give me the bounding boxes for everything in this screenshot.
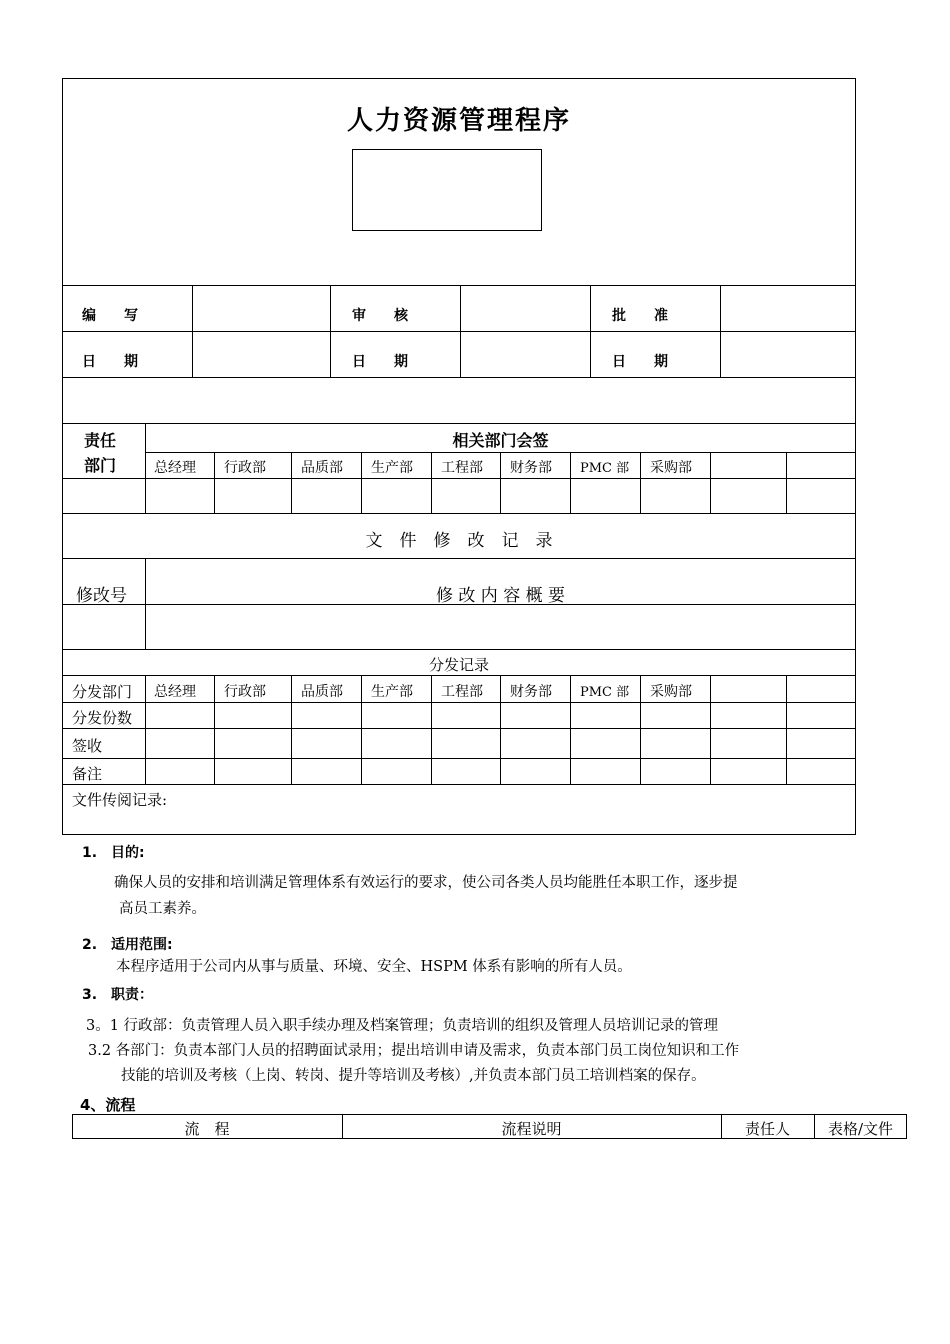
col-divider bbox=[192, 285, 193, 377]
row-divider bbox=[62, 331, 856, 332]
col-divider bbox=[640, 675, 641, 784]
countersign-dept: 工程部 bbox=[441, 460, 483, 476]
row-divider bbox=[62, 285, 856, 286]
col-divider bbox=[291, 675, 292, 784]
distribution-dept: PMC 部 bbox=[580, 685, 630, 700]
distribution-dept: 采购部 bbox=[650, 684, 692, 700]
col-divider bbox=[291, 452, 292, 513]
label-date-reviewer: 日 期 bbox=[352, 354, 408, 370]
row-divider bbox=[62, 513, 856, 514]
label-revision-summary: 修 改 内 容 概 要 bbox=[435, 586, 566, 606]
col-divider bbox=[710, 452, 711, 513]
row-divider bbox=[62, 649, 856, 650]
row-divider bbox=[62, 558, 856, 559]
col-divider bbox=[570, 452, 571, 513]
label-responsible-dept-line1: 责任 bbox=[84, 431, 117, 450]
label-responsible-dept-line2: 部门 bbox=[84, 456, 117, 475]
section-3-2-text: 3.2 各部门：负责本部门人员的招聘面试录用；提出培训申请及需求，负责本部门员工岗位知识和工作 bbox=[88, 1043, 740, 1059]
section-1-text: 确保人员的安排和培训满足管理体系有效运行的要求，使公司各类人员均能胜任本职工作，逐步提 bbox=[114, 875, 738, 891]
distribution-row-label: 备注 bbox=[72, 765, 103, 783]
distribution-row-label: 分发部门 bbox=[72, 683, 133, 701]
section-3-1-text: 3。1 行政部：负责管理人员入职手续办理及档案管理；负责培训的组织及管理人员培训记录的管理 bbox=[86, 1018, 719, 1034]
document-title: 人力资源管理程序 bbox=[346, 106, 571, 136]
label-author: 编 写 bbox=[82, 308, 138, 324]
flow-header-description: 流程说明 bbox=[501, 1120, 562, 1138]
col-divider bbox=[361, 452, 362, 513]
distribution-title: 分发记录 bbox=[428, 656, 489, 674]
section-2-title: 2. 适用范围: bbox=[82, 937, 173, 953]
label-date-approver: 日 期 bbox=[612, 354, 668, 370]
countersign-dept: 采购部 bbox=[650, 460, 692, 476]
stamp-box bbox=[352, 149, 542, 231]
countersign-dept: 生产部 bbox=[371, 460, 413, 476]
section-3-title: 3. 职责： bbox=[82, 987, 154, 1003]
row-divider bbox=[62, 423, 856, 424]
countersign-dept: 财务部 bbox=[510, 460, 552, 476]
distribution-row-label: 签收 bbox=[72, 737, 103, 755]
countersign-dept: PMC 部 bbox=[580, 461, 630, 476]
distribution-dept: 生产部 bbox=[371, 684, 413, 700]
section-2-text: 本程序适用于公司内从事与质量、环境、安全、HSPM 体系有影响的所有人员。 bbox=[116, 959, 632, 975]
countersign-dept: 总经理 bbox=[154, 460, 196, 476]
flow-header-forms: 表格/文件 bbox=[827, 1120, 894, 1138]
label-circulation-record: 文件传阅记录: bbox=[72, 791, 168, 809]
col-divider bbox=[710, 675, 711, 784]
label-date-author: 日 期 bbox=[82, 354, 138, 370]
col-divider bbox=[214, 675, 215, 784]
col-divider bbox=[145, 675, 146, 784]
distribution-row-label: 分发份数 bbox=[72, 709, 133, 727]
row-divider bbox=[62, 728, 856, 729]
row-divider bbox=[62, 377, 856, 378]
col-divider bbox=[786, 675, 787, 784]
col-divider bbox=[500, 452, 501, 513]
row-divider bbox=[62, 478, 856, 479]
row-divider bbox=[62, 675, 856, 676]
section-3-2-text-cont: 技能的培训及考核（上岗、转岗、提升等培训及考核）,并负责本部门员工培训档案的保存。 bbox=[121, 1068, 706, 1084]
col-divider bbox=[330, 285, 331, 377]
distribution-dept: 工程部 bbox=[441, 684, 483, 700]
distribution-dept: 总经理 bbox=[154, 684, 196, 700]
section-4-title: 4、流程 bbox=[80, 1096, 136, 1114]
label-revision-no: 修改号 bbox=[76, 586, 127, 606]
col-divider bbox=[590, 285, 591, 377]
flow-header-owner: 责任人 bbox=[744, 1120, 790, 1138]
distribution-dept: 财务部 bbox=[510, 684, 552, 700]
col-divider bbox=[361, 675, 362, 784]
col-divider bbox=[431, 452, 432, 513]
countersign-dept: 品质部 bbox=[301, 460, 343, 476]
distribution-dept: 品质部 bbox=[301, 684, 343, 700]
flow-header-process: 流 程 bbox=[184, 1120, 230, 1138]
col-divider bbox=[640, 452, 641, 513]
col-divider bbox=[214, 452, 215, 513]
countersign-dept: 行政部 bbox=[224, 460, 266, 476]
col-divider bbox=[786, 452, 787, 513]
col-divider bbox=[431, 675, 432, 784]
section-1-title: 1. 目的: bbox=[82, 845, 145, 861]
revision-title: 文 件 修 改 记 录 bbox=[365, 531, 553, 551]
label-reviewer: 审 核 bbox=[352, 308, 408, 324]
col-divider bbox=[500, 675, 501, 784]
col-divider bbox=[570, 675, 571, 784]
label-approver: 批 准 bbox=[612, 308, 668, 324]
row-divider bbox=[62, 702, 856, 703]
col-divider bbox=[720, 285, 721, 377]
col-divider bbox=[460, 285, 461, 377]
row-divider bbox=[62, 758, 856, 759]
countersign-title: 相关部门会签 bbox=[452, 431, 549, 450]
section-1-text-cont: 高员工素养。 bbox=[119, 901, 206, 917]
distribution-dept: 行政部 bbox=[224, 684, 266, 700]
row-divider bbox=[62, 784, 856, 785]
